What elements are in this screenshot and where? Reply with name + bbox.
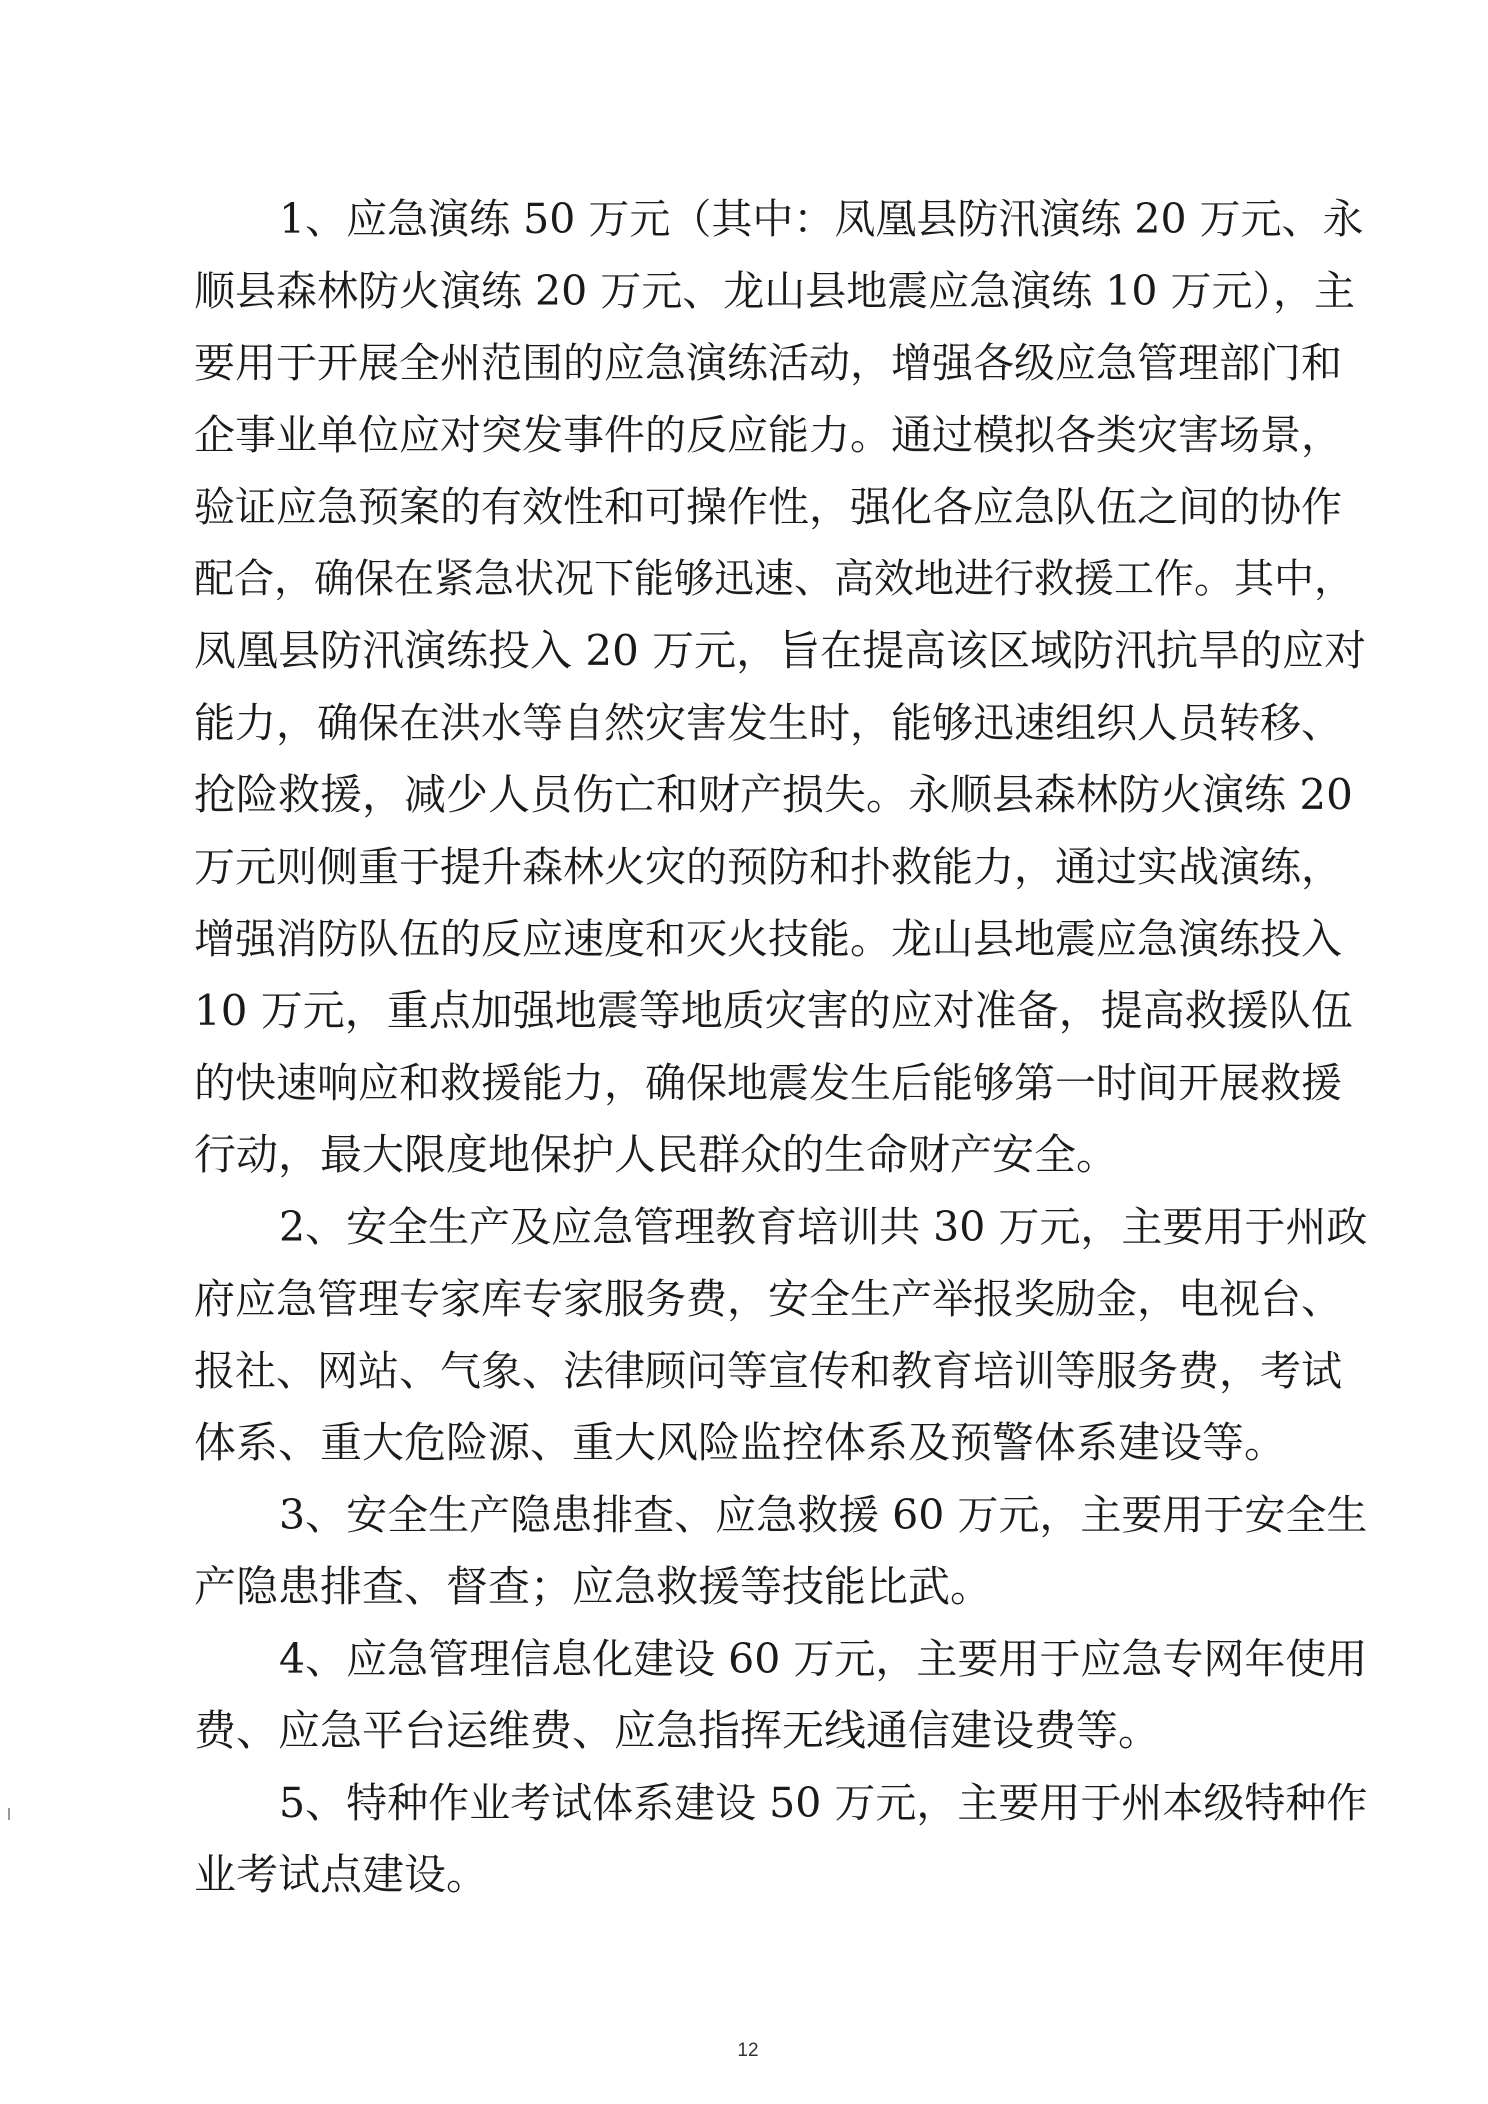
text-line-16: 府应急管理专家库专家服务费，安全生产举报奖励金，电视台、: [194, 1275, 1342, 1323]
text-line-13: 的快速响应和救援能力，确保地震发生后能够第一时间开展救援: [194, 1059, 1342, 1107]
text-line-8: 能力，确保在洪水等自然灾害发生时，能够迅速组织人员转移、: [194, 699, 1342, 747]
text-line-18: 体系、重大危险源、重大风险监控体系及预警体系建设等。: [194, 1418, 1287, 1467]
text-line-14: 行动，最大限度地保护人民群众的生命财产安全。: [194, 1130, 1119, 1179]
text-line-10: 万元则侧重于提升森林火灾的预防和扑救能力，通过实战演练，: [194, 843, 1342, 891]
text-line-6: 配合，确保在紧急状况下能够迅速、高效地进行救援工作。其中，: [194, 556, 1354, 602]
text-line-3: 要用于开展全州范围的应急演练活动，增强各级应急管理部门和: [194, 339, 1342, 387]
text-line-12: 10 万元，重点加强地震等地质灾害的应对准备，提高救援队伍: [194, 986, 1353, 1035]
text-line-5: 验证应急预案的有效性和可操作性，强化各应急队伍之间的协作: [194, 483, 1342, 531]
text-line-11: 增强消防队伍的反应速度和灭火技能。龙山县地震应急演练投入: [194, 915, 1342, 963]
text-line-15: 2、安全生产及应急管理教育培训共 30 万元，主要用于州政: [279, 1203, 1368, 1251]
scan-margin-mark: [8, 1808, 10, 1820]
text-line-20: 产隐患排查、督查；应急救援等技能比武。: [194, 1562, 993, 1611]
text-line-17: 报社、网站、气象、法律顾问等宣传和教育培训等服务费，考试: [194, 1347, 1342, 1395]
text-line-9: 抢险救援，减少人员伤亡和财产损失。永顺县森林防火演练 20: [194, 770, 1353, 819]
text-line-19: 3、安全生产隐患排查、应急救援 60 万元，主要用于安全生: [279, 1491, 1368, 1539]
text-line-21: 4、应急管理信息化建设 60 万元，主要用于应急专网年使用: [279, 1635, 1368, 1683]
text-line-7: 凤凰县防汛演练投入 20 万元，旨在提高该区域防汛抗旱的应对: [194, 626, 1367, 675]
text-line-24: 业考试点建设。: [194, 1850, 489, 1899]
text-line-23: 5、特种作业考试体系建设 50 万元，主要用于州本级特种作: [279, 1779, 1368, 1827]
page-number: 12: [737, 2040, 759, 2061]
text-line-4: 企事业单位应对突发事件的反应能力。通过模拟各类灾害场景，: [194, 411, 1342, 459]
text-line-2: 顺县森林防火演练 20 万元、龙山县地震应急演练 10 万元），主: [194, 267, 1355, 315]
text-line-1: 1、应急演练 50 万元（其中：凤凰县防汛演练 20 万元、永: [279, 195, 1364, 243]
text-line-22: 费、应急平台运维费、应急指挥无线通信建设费等。: [194, 1706, 1161, 1755]
